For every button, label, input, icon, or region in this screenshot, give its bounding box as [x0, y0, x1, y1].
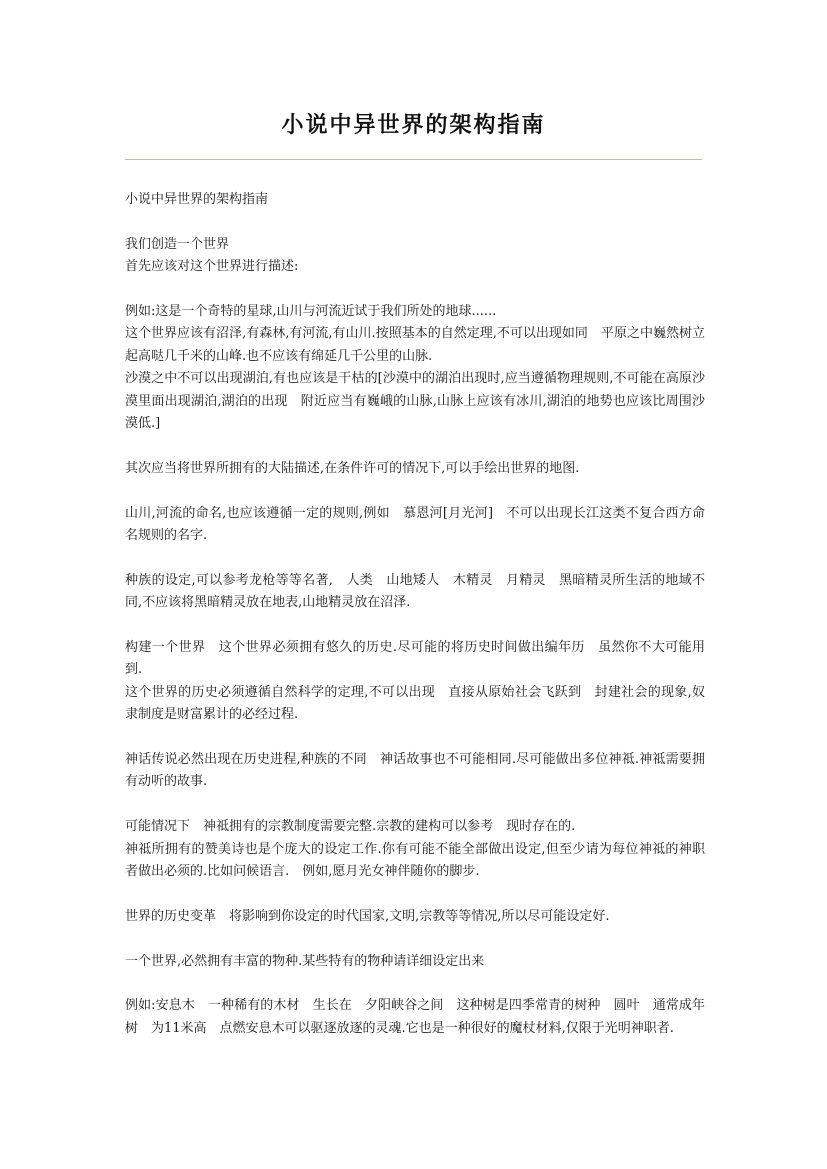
paragraph [125, 637, 705, 727]
paragraph [125, 301, 705, 435]
paragraph [125, 951, 705, 973]
paragraph [125, 749, 705, 794]
paragraph-line: 沙漠之中不可以出现湖泊,有也应该是干枯的[沙漠中的湖泊出现时,应当遵循物理规则,不可能在高原沙漠里面出现湖泊,湖泊的出现 附近应当有巍峨的山脉,山脉上应该有冰川,湖泊的地势也应该比周围沙漠低.] [125, 371, 705, 432]
paragraph [125, 995, 705, 1040]
paragraph-line: 首先应该对这个世界进行描述: [125, 259, 299, 275]
paragraph-line: 例如:这是一个奇特的星球,山川与河流近试于我们所处的地球...... [125, 304, 497, 319]
paragraph-line: 山川,河流的命名,也应该遵循一定的规则,例如 慕恩河[月光河] 不可以出现长江这类不复合西方命名规则的名字. [125, 505, 705, 544]
paragraph-line: 种族的设定,可以参考龙枪等等名著, 人类 山地矮人 木精灵 月精灵 黑暗精灵所生活的地域不同,不应该将黑暗精灵放在地表,山地精灵放在沼泽. [125, 572, 705, 611]
page-title: 小说中异世界的架构指南 [281, 113, 546, 138]
paragraph-line: 构建一个世界 这个世界必须拥有悠久的历史.尽可能的将历史时间做出编年历 虽然你不大可能用到. [125, 640, 705, 678]
paragraph-line: 我们创造一个世界 [125, 236, 230, 252]
paragraph-line: 小说中异世界的架构指南 [125, 192, 269, 207]
paragraph-line: 这个世界的历史必须遵循自然科学的定理,不可以出现 直接从原始社会飞跃到 封建社会的现象,奴隶制度是财富累计的必经过程. [125, 684, 705, 723]
paragraph-line: 可能情况下 神祗拥有的宗教制度需要完整.宗教的建构可以参考 现时存在的. [125, 819, 576, 835]
paragraph-line: 神祗所拥有的赞美诗也是个庞大的设定工作.你有可能不能全部做出设定,但至少请为每位神祗的神职者做出必须的.比如问候语言. 例如,愿月光女神伴随你的脚步. [125, 841, 705, 880]
paragraph [125, 570, 705, 615]
paragraph-line: 例如:安息木 一种稀有的木材 生长在 夕阳峡谷之间 这种树是四季常青的树种 圆叶 通常成年树 为11米高 点燃安息木可以驱逐放逐的灵魂.它也是一种很好的魔杖材料,仅限于光明神职者. [125, 998, 705, 1036]
document-body [125, 189, 705, 1063]
paragraph-line: 其次应当将世界所拥有的大陆描述,在条件许可的情况下,可以手绘出世界的地图. [125, 460, 580, 476]
paragraph [125, 816, 705, 883]
paragraph [125, 503, 705, 548]
paragraph [125, 906, 705, 928]
paragraph-line: 世界的历史变革 将影响到你设定的时代国家,文明,宗教等等情况,所以尽可能设定好. [125, 908, 610, 924]
paragraph [125, 458, 705, 480]
paragraph [125, 189, 705, 211]
paragraph [125, 234, 705, 279]
title-divider [125, 159, 702, 160]
paragraph-line: 神话传说必然出现在历史进程,种族的不同 神话故事也不可能相同.尽可能做出多位神祗.神祗需要拥有动听的故事. [125, 752, 705, 790]
paragraph-line: 这个世界应该有沼泽,有森林,有河流,有山川.按照基本的自然定理,不可以出现如同 平原之中巍然树立起高哒几千米的山峰.也不应该有绵延几千公里的山脉. [125, 326, 705, 364]
paragraph-line: 一个世界,必然拥有丰富的物种.某些特有的物种请详细设定出来 [125, 953, 485, 969]
